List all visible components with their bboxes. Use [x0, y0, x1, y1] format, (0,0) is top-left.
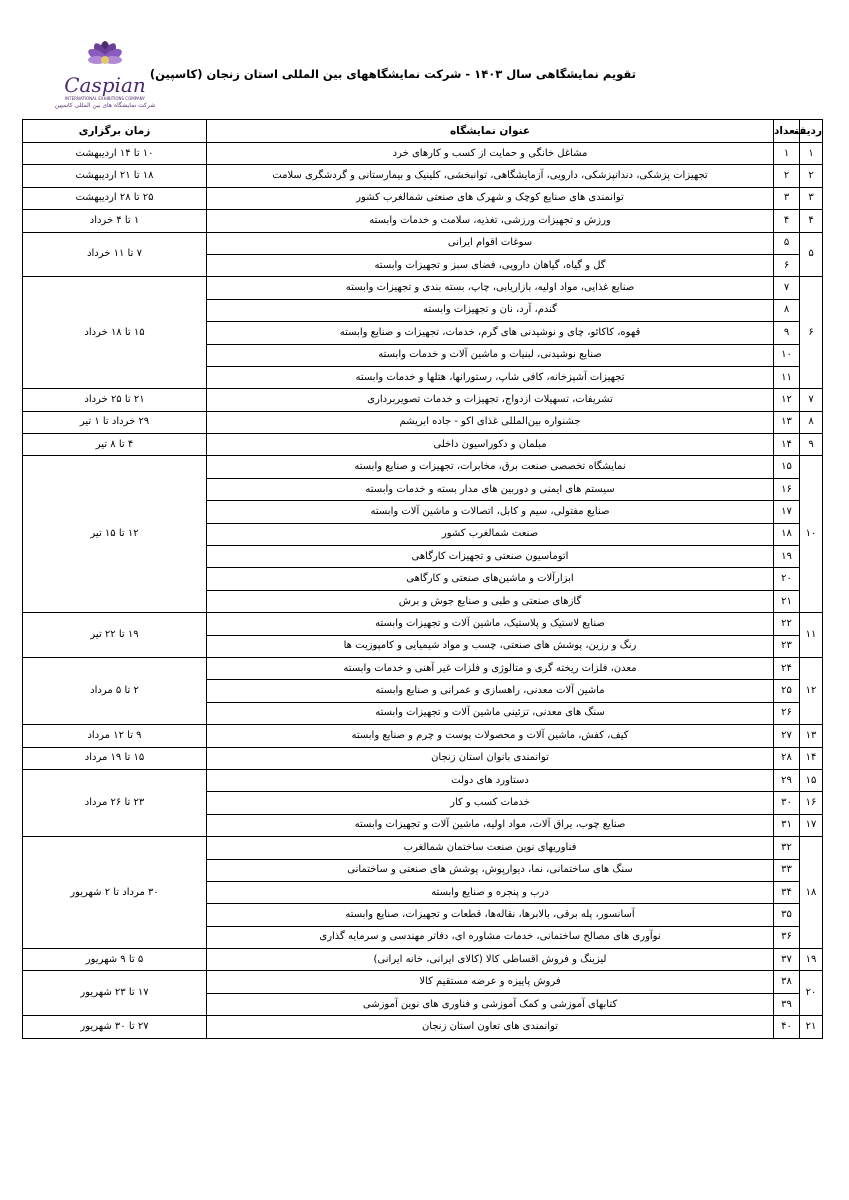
logo-brand-text: Caspian — [64, 73, 146, 97]
date-cell: ۱۵ تا ۱۹ مرداد — [23, 747, 207, 769]
exhibition-title-cell: صنایع غذایی، مواد اولیه، بازاریابی، چاپ، بسته بندی و تجهیزات وابسته — [207, 277, 774, 299]
date-cell: ۱ تا ۴ خرداد — [23, 210, 207, 232]
count-cell: ۲۲ — [774, 613, 800, 635]
count-cell: ۴ — [774, 210, 800, 232]
date-cell: ۹ تا ۱۲ مرداد — [23, 725, 207, 747]
exhibition-title-cell: سنگ های ساختمانی، نما، دیوارپوش، پوشش های صنعتی و ساختمانی — [207, 859, 774, 881]
exhibition-title-cell: درب و پنجره و صنایع وابسته — [207, 881, 774, 903]
count-cell: ۶ — [774, 254, 800, 276]
exhibition-title-cell: صنایع لاستیک و پلاستیک، ماشین آلات و تجهیزات وابسته — [207, 613, 774, 635]
table-row — [23, 657, 823, 679]
count-cell: ۳۰ — [774, 792, 800, 814]
radif-cell: ۳ — [800, 187, 823, 209]
exhibition-title-cell: کیف، کفش، ماشین آلات و محصولات پوست و چرم و صنایع وابسته — [207, 725, 774, 747]
table-row — [23, 725, 823, 747]
count-cell: ۱۱ — [774, 366, 800, 388]
exhibition-title-cell: نمایشگاه تخصصی صنعت برق، مخابرات، تجهیزات و صنایع وابسته — [207, 456, 774, 478]
exhibition-title-cell: معدن، فلزات ریخته گری و متالوژی و فلزات غیر آهنی و خدمات وابسته — [207, 657, 774, 679]
count-cell: ۱۸ — [774, 523, 800, 545]
date-cell: ۱۸ تا ۲۱ اردیبهشت — [23, 165, 207, 187]
exhibition-calendar-table — [22, 119, 823, 1039]
exhibition-title-cell: سیستم های ایمنی و دوربین های مدار بسته و خدمات وابسته — [207, 478, 774, 500]
exhibition-title-cell: خدمات کسب و کار — [207, 792, 774, 814]
exhibition-title-cell: صنایع نوشیدنی، لبنیات و ماشین آلات و خدمات وابسته — [207, 344, 774, 366]
exhibition-title-cell: ابزارآلات و ماشین‌های صنعتی و کارگاهی — [207, 568, 774, 590]
date-cell: ۱۰ تا ۱۴ اردیبهشت — [23, 143, 207, 165]
count-cell: ۲۹ — [774, 769, 800, 791]
count-cell: ۱۰ — [774, 344, 800, 366]
date-cell: ۱۵ تا ۱۸ خرداد — [23, 277, 207, 389]
count-cell: ۱۴ — [774, 434, 800, 456]
table-row — [23, 232, 823, 254]
radif-cell: ۶ — [800, 277, 823, 389]
count-cell: ۳۵ — [774, 904, 800, 926]
exhibition-title-cell: قهوه، کاکائو، چای و نوشیدنی های گرم، خدمات، تجهیزات و صنایع وابسته — [207, 322, 774, 344]
header-count: تعداد — [774, 120, 800, 143]
count-cell: ۱۹ — [774, 546, 800, 568]
count-cell: ۱۷ — [774, 501, 800, 523]
radif-cell: ۱۳ — [800, 725, 823, 747]
exhibition-title-cell: صنایع چوب، یراق آلات، مواد اولیه، ماشین آلات و تجهیزات وابسته — [207, 814, 774, 836]
table-body — [23, 143, 823, 1039]
radif-cell: ۲۰ — [800, 971, 823, 1016]
exhibition-title-cell: لیزینگ و فروش اقساطی کالا (کالای ایرانی، خانه ایرانی) — [207, 949, 774, 971]
table-row — [23, 411, 823, 433]
radif-cell: ۷ — [800, 389, 823, 411]
exhibition-title-cell: دستاورد های دولت — [207, 769, 774, 791]
date-cell: ۱۲ تا ۱۵ تیر — [23, 456, 207, 613]
count-cell: ۳۸ — [774, 971, 800, 993]
date-cell: ۲۹ خرداد تا ۱ تیر — [23, 411, 207, 433]
count-cell: ۱ — [774, 143, 800, 165]
table-row — [23, 456, 823, 478]
radif-cell: ۱۰ — [800, 456, 823, 613]
radif-cell: ۱۷ — [800, 814, 823, 836]
count-cell: ۱۶ — [774, 478, 800, 500]
count-cell: ۵ — [774, 232, 800, 254]
radif-cell: ۱۴ — [800, 747, 823, 769]
count-cell: ۲۳ — [774, 635, 800, 657]
exhibition-title-cell: فناوریهای نوین صنعت ساختمان شمالغرب — [207, 837, 774, 859]
count-cell: ۳ — [774, 187, 800, 209]
date-cell: ۱۷ تا ۲۳ شهریور — [23, 971, 207, 1016]
table-row — [23, 143, 823, 165]
radif-cell: ۲۱ — [800, 1016, 823, 1038]
exhibition-title-cell: مشاغل خانگی و حمایت از کسب و کارهای خرد — [207, 143, 774, 165]
date-cell: ۳۰ مرداد تا ۲ شهریور — [23, 837, 207, 949]
table-row — [23, 613, 823, 635]
count-cell: ۴۰ — [774, 1016, 800, 1038]
date-cell: ۲ تا ۵ مرداد — [23, 657, 207, 724]
exhibition-title-cell: ورزش و تجهیزات ورزشی، تغذیه، سلامت و خدمات وابسته — [207, 210, 774, 232]
page-title: تقویم نمایشگاهی سال ۱۴۰۳ - شرکت نمایشگاههای بین المللی استان زنجان (کاسپین) — [149, 67, 636, 81]
count-cell: ۸ — [774, 299, 800, 321]
radif-cell: ۱۸ — [800, 837, 823, 949]
count-cell: ۲ — [774, 165, 800, 187]
exhibition-title-cell: گندم، آرد، نان و تجهیزات وابسته — [207, 299, 774, 321]
exhibition-title-cell: سنگ های معدنی، تزئینی ماشین آلات و تجهیزات وابسته — [207, 702, 774, 724]
table-row — [23, 165, 823, 187]
count-cell: ۲۱ — [774, 590, 800, 612]
header-title: عنوان نمایشگاه — [207, 120, 774, 143]
exhibition-title-cell: توانمندی های تعاون استان زنجان — [207, 1016, 774, 1038]
header-date: زمان برگزاری — [23, 120, 207, 143]
exhibition-title-cell: نوآوری های مصالح ساختمانی، خدمات مشاوره ای، دفاتر مهندسی و سرمایه گذاری — [207, 926, 774, 948]
exhibition-title-cell: گل و گیاه، گیاهان دارویی، فضای سبز و تجهیزات وابسته — [207, 254, 774, 276]
table-header-row — [23, 120, 823, 143]
count-cell: ۳۹ — [774, 993, 800, 1015]
radif-cell: ۵ — [800, 232, 823, 277]
table-row — [23, 277, 823, 299]
exhibition-title-cell: تجهیزات پزشکی، دندانپزشکی، دارویی، آزمایشگاهی، توانبخشی، کلینیک و بیمارستانی و گردشگری سلامت — [207, 165, 774, 187]
exhibition-title-cell: تشریفات، تسهیلات ازدواج، تجهیزات و خدمات تصویربرداری — [207, 389, 774, 411]
table-row — [23, 949, 823, 971]
radif-cell: ۱۲ — [800, 657, 823, 724]
table-row — [23, 837, 823, 859]
exhibition-title-cell: توانمندی های صنایع کوچک و شهرک های صنعتی شمالغرب کشور — [207, 187, 774, 209]
count-cell: ۲۷ — [774, 725, 800, 747]
exhibition-title-cell: سوغات اقوام ایرانی — [207, 232, 774, 254]
logo-subtitle: شرکت نمایشگاه های بین المللی کاسپین — [54, 102, 156, 109]
radif-cell: ۱۶ — [800, 792, 823, 814]
count-cell: ۳۶ — [774, 926, 800, 948]
count-cell: ۱۳ — [774, 411, 800, 433]
date-cell: ۷ تا ۱۱ خرداد — [23, 232, 207, 277]
count-cell: ۲۶ — [774, 702, 800, 724]
date-cell: ۱۹ تا ۲۲ تیر — [23, 613, 207, 658]
date-cell: ۲۷ تا ۳۰ شهریور — [23, 1016, 207, 1038]
date-cell: ۲۳ تا ۲۶ مرداد — [23, 769, 207, 836]
exhibition-title-cell: توانمندی بانوان استان زنجان — [207, 747, 774, 769]
exhibition-title-cell: صنعت شمالغرب کشور — [207, 523, 774, 545]
exhibition-title-cell: ماشین آلات معدنی، راهسازی و عمرانی و صنایع وابسته — [207, 680, 774, 702]
count-cell: ۳۱ — [774, 814, 800, 836]
count-cell: ۲۰ — [774, 568, 800, 590]
exhibition-title-cell: تجهیزات آشپزخانه، کافی شاپ، رستورانها، هتلها و خدمات وابسته — [207, 366, 774, 388]
radif-cell: ۱۱ — [800, 613, 823, 658]
count-cell: ۱۵ — [774, 456, 800, 478]
table-row — [23, 1016, 823, 1038]
radif-cell: ۱۹ — [800, 949, 823, 971]
date-cell: ۲۱ تا ۲۵ خرداد — [23, 389, 207, 411]
radif-cell: ۸ — [800, 411, 823, 433]
exhibition-title-cell: فروش پاییزه و عرضه مستقیم کالا — [207, 971, 774, 993]
date-cell: ۲۵ تا ۲۸ اردیبهشت — [23, 187, 207, 209]
table-row — [23, 389, 823, 411]
exhibition-title-cell: کتابهای آموزشی و کمک آموزشی و فناوری های نوین آموزشی — [207, 993, 774, 1015]
count-cell: ۷ — [774, 277, 800, 299]
count-cell: ۹ — [774, 322, 800, 344]
radif-cell: ۴ — [800, 210, 823, 232]
logo-tagline: INTERNATIONAL EXHIBITIONS COMPANY — [64, 96, 146, 101]
count-cell: ۱۲ — [774, 389, 800, 411]
count-cell: ۳۲ — [774, 837, 800, 859]
exhibition-title-cell: آسانسور، پله برقی، بالابرها، نقاله‌ها، قطعات و تجهیزات، صنایع وابسته — [207, 904, 774, 926]
radif-cell: ۹ — [800, 434, 823, 456]
table-row — [23, 747, 823, 769]
count-cell: ۳۴ — [774, 881, 800, 903]
radif-cell: ۱ — [800, 143, 823, 165]
table-row — [23, 434, 823, 456]
count-cell: ۳۷ — [774, 949, 800, 971]
table-row — [23, 769, 823, 791]
table-row — [23, 187, 823, 209]
exhibition-title-cell: رنگ و رزین، پوشش های صنعتی، چسب و مواد شیمیایی و کامپوزیت ها — [207, 635, 774, 657]
count-cell: ۲۸ — [774, 747, 800, 769]
table-row — [23, 210, 823, 232]
table-row — [23, 971, 823, 993]
count-cell: ۳۳ — [774, 859, 800, 881]
header-radif: ردیف — [800, 120, 823, 143]
exhibition-title-cell: اتوماسیون صنعتی و تجهیزات کارگاهی — [207, 546, 774, 568]
date-cell: ۵ تا ۹ شهریور — [23, 949, 207, 971]
exhibition-title-cell: جشنواره بین‌المللی غذای اکو - جاده ابریشم — [207, 411, 774, 433]
radif-cell: ۱۵ — [800, 769, 823, 791]
radif-cell: ۲ — [800, 165, 823, 187]
count-cell: ۲۵ — [774, 680, 800, 702]
count-cell: ۲۴ — [774, 657, 800, 679]
exhibition-title-cell: صنایع مفتولی، سیم و کابل، اتصالات و ماشین آلات وابسته — [207, 501, 774, 523]
exhibition-title-cell: مبلمان و دکوراسیون داخلی — [207, 434, 774, 456]
exhibition-title-cell: گازهای صنعتی و طبی و صنایع جوش و برش — [207, 590, 774, 612]
date-cell: ۴ تا ۸ تیر — [23, 434, 207, 456]
